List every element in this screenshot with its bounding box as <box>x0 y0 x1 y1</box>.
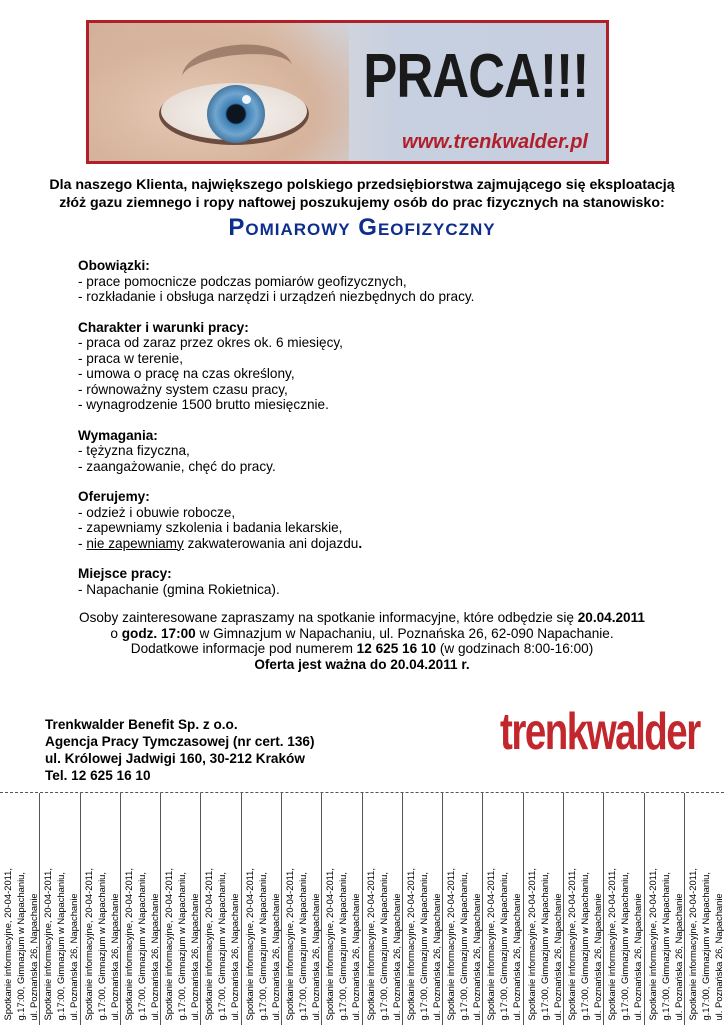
strip-line: g.17:00, Gimnazjum w Napachaniu, <box>538 872 550 1021</box>
strip-line: g.17:00, Gimnazjum w Napachaniu, <box>135 872 147 1021</box>
tear-off-strip[interactable] <box>403 793 443 1025</box>
strip-line: ul. Poznańska 26, Napachanie <box>309 893 321 1021</box>
meeting-info <box>0 610 724 672</box>
strip-line: Spotkanie informacyjne, 20-04-2011, <box>404 868 416 1021</box>
strip-text <box>202 868 241 1021</box>
info-text: o <box>110 625 122 641</box>
strip-line: ul. Poznańska 26, Napachanie <box>269 893 281 1021</box>
contact-company: Trenkwalder Benefit Sp. z o.o. <box>45 717 238 732</box>
strip-line: ul. Poznańska 26, Napachanie <box>471 893 483 1021</box>
tear-off-strip[interactable] <box>40 793 80 1025</box>
contact-block <box>45 716 314 784</box>
underlined-phrase: nie zapewniamy <box>86 535 184 551</box>
strip-line: g.17:00, Gimnazjum w Napachaniu, <box>296 872 308 1021</box>
strip-line: g.17:00, Gimnazjum w Napachaniu, <box>216 872 228 1021</box>
section-warunki <box>78 320 678 413</box>
strip-line: Spotkanie informacyjne, 20-04-2011, <box>646 868 658 1021</box>
strip-line: Spotkanie informacyjne, 20-04-2011, <box>606 868 618 1021</box>
list-item <box>78 536 678 552</box>
list-item: - tężyzna fizyczna, <box>78 443 190 458</box>
tear-off-strip[interactable] <box>242 793 282 1025</box>
list-item: - rozkładanie i obsługa narzędzi i urządzeń niezbędnych do pracy. <box>78 289 475 304</box>
strip-line: g.17:00, Gimnazjum w Napachaniu, <box>619 872 631 1021</box>
strip-line: g.17:00, Gimnazjum w Napachaniu, <box>15 872 26 1021</box>
info-text: Osoby zainteresowane zapraszamy na spotkanie informacyjne, które odbędzie się <box>79 610 578 625</box>
strip-line: Spotkanie informacyjne, 20-04-2011, <box>565 868 577 1021</box>
strip-text <box>484 868 523 1021</box>
strip-line: ul. Poznańska 26, Napachanie <box>712 893 724 1021</box>
list-item: - odzież i obuwie robocze, <box>78 504 236 520</box>
tear-off-strip[interactable] <box>604 793 644 1025</box>
strip-text <box>646 868 685 1021</box>
strip-line: Spotkanie informacyjne, 20-04-2011, <box>485 868 497 1021</box>
tear-off-strip[interactable] <box>282 793 322 1025</box>
info-text: (w godzinach 8:00-16:00) <box>436 641 594 656</box>
strip-line: ul. Poznańska 26, Napachanie <box>672 893 684 1021</box>
tear-off-strip[interactable] <box>564 793 604 1025</box>
section-obowiazki <box>78 258 678 305</box>
strip-text <box>565 868 604 1021</box>
strip-line: Spotkanie informacyjne, 20-04-2011, <box>283 868 295 1021</box>
strip-line: g.17:00, Gimnazjum w Napachaniu, <box>176 872 188 1021</box>
header-banner <box>86 20 609 164</box>
contact-address: ul. Królowej Jadwigi 160, 30-212 Kraków <box>45 751 305 766</box>
contact-phone: Tel. 12 625 16 10 <box>45 768 151 783</box>
tear-off-strip[interactable] <box>685 793 724 1025</box>
strip-line: Spotkanie informacyjne, 20-04-2011, <box>163 868 175 1021</box>
info-phone: 12 625 16 10 <box>356 641 437 656</box>
strip-line: Spotkanie informacyjne, 20-04-2011, <box>2 868 13 1021</box>
tear-off-strip[interactable] <box>443 793 483 1025</box>
strip-line: g.17:00, Gimnazjum w Napachaniu, <box>578 872 590 1021</box>
strip-line: g.17:00, Gimnazjum w Napachaniu, <box>699 872 711 1021</box>
section-heading: Wymagania: <box>78 427 158 443</box>
section-oferujemy <box>78 489 678 551</box>
strip-line: Spotkanie informacyjne, 20-04-2011, <box>203 868 215 1021</box>
tear-off-strip[interactable] <box>363 793 403 1025</box>
list-item: - umowa o pracę na czas określony, <box>78 366 295 381</box>
strip-line: ul. Poznańska 26, Napachanie <box>28 893 39 1021</box>
meeting-time: godz. 17:00 <box>121 625 196 641</box>
strip-line: Spotkanie informacyjne, 20-04-2011, <box>243 868 255 1021</box>
strip-line: g.17:00, Gimnazjum w Napachaniu, <box>55 872 67 1021</box>
tear-off-strips <box>0 792 724 1025</box>
strip-text <box>162 868 201 1021</box>
tear-off-strip[interactable] <box>322 793 362 1025</box>
strip-line: ul. Poznańska 26, Napachanie <box>108 893 120 1021</box>
contact-agency: Agencja Pracy Tymczasowej (nr cert. 136) <box>45 734 315 749</box>
strip-line: Spotkanie informacyjne, 20-04-2011, <box>324 868 336 1021</box>
eye-glint <box>242 95 251 104</box>
strip-line: Spotkanie informacyjne, 20-04-2011, <box>122 868 134 1021</box>
strip-line: g.17:00, Gimnazjum w Napachaniu, <box>377 872 389 1021</box>
tear-off-strip[interactable] <box>483 793 523 1025</box>
intro-text <box>0 176 724 212</box>
list-item: - prace pomocnicze podczas pomiarów geofizycznych, <box>78 273 407 289</box>
strip-line: g.17:00, Gimnazjum w Napachaniu, <box>498 872 510 1021</box>
section-miejsce <box>78 566 678 597</box>
tear-off-strip[interactable] <box>524 793 564 1025</box>
strip-text <box>122 868 161 1021</box>
strip-line: ul. Poznańska 26, Napachanie <box>68 893 80 1021</box>
strip-line: Spotkanie informacyjne, 20-04-2011, <box>42 868 54 1021</box>
strip-line: ul. Poznańska 26, Napachanie <box>189 893 201 1021</box>
banner-title: PRACA!!! <box>362 42 588 111</box>
strip-line: ul. Poznańska 26, Napachanie <box>430 893 442 1021</box>
banner-url[interactable]: www.trenkwalder.pl <box>402 131 588 153</box>
list-item: - wynagrodzenie 1500 brutto miesięcznie. <box>78 397 329 412</box>
section-heading: Oferujemy: <box>78 489 150 504</box>
info-text: Dodatkowe informacje pod numerem <box>130 641 357 656</box>
info-line-1 <box>0 610 724 626</box>
strip-line: ul. Poznańska 26, Napachanie <box>511 893 523 1021</box>
intro-line-2: złóż gazu ziemnego i ropy naftowej poszukujemy osób do prac fizycznych na stanowisko: <box>59 195 665 211</box>
strip-line: Spotkanie informacyjne, 20-04-2011, <box>364 868 376 1021</box>
strip-text <box>444 868 483 1021</box>
tear-off-strip[interactable] <box>645 793 685 1025</box>
section-heading: Miejsce pracy: <box>78 566 172 581</box>
strip-text <box>605 868 644 1021</box>
offer-sections <box>78 258 678 612</box>
strip-text <box>686 868 724 1021</box>
list-item-end: . <box>358 535 363 551</box>
strip-text <box>1 868 40 1021</box>
tear-off-strip[interactable] <box>0 793 40 1025</box>
strip-line: g.17:00, Gimnazjum w Napachaniu, <box>417 872 429 1021</box>
strip-line: ul. Poznańska 26, Napachanie <box>390 893 402 1021</box>
list-item: - Napachanie (gmina Rokietnica). <box>78 581 280 597</box>
intro-line-1: Dla naszego Klienta, największego polskiego przedsiębiorstwa zajmującego się eksploatacją <box>49 177 675 193</box>
list-item: - zaangażowanie, chęć do pracy. <box>78 458 276 474</box>
list-item-prefix: - <box>78 535 87 551</box>
info-text: w Gimnazjum w Napachaniu, ul. Poznańska 26, 62-090 Napachanie. <box>195 625 614 641</box>
strip-text <box>283 868 322 1021</box>
list-item: - praca od zaraz przez okres ok. 6 miesięcy, <box>78 335 343 350</box>
list-item-rest: zakwaterowania ani dojazdu <box>183 535 359 551</box>
strip-text <box>525 868 564 1021</box>
strip-line: ul. Poznańska 26, Napachanie <box>148 893 160 1021</box>
list-item: - zapewniamy szkolenia i badania lekarskie, <box>78 520 343 535</box>
list-item: - praca w terenie, <box>78 350 184 366</box>
tear-off-strip[interactable] <box>81 793 121 1025</box>
tear-off-strip[interactable] <box>201 793 241 1025</box>
tear-off-strip[interactable] <box>121 793 161 1025</box>
strip-line: Spotkanie informacyjne, 20-04-2011, <box>445 868 457 1021</box>
strip-line: g.17:00, Gimnazjum w Napachaniu, <box>95 872 107 1021</box>
strip-line: Spotkanie informacyjne, 20-04-2011, <box>525 868 537 1021</box>
strip-text <box>364 868 403 1021</box>
info-line-3 <box>0 641 724 657</box>
strip-line: g.17:00, Gimnazjum w Napachaniu, <box>659 872 671 1021</box>
list-item: - równoważny system czasu pracy, <box>78 381 288 397</box>
info-line-4 <box>0 657 724 673</box>
strip-line: Spotkanie informacyjne, 20-04-2011, <box>82 868 94 1021</box>
section-heading: Obowiązki: <box>78 258 150 273</box>
strip-line: ul. Poznańska 26, Napachanie <box>551 893 563 1021</box>
strip-line: g.17:00, Gimnazjum w Napachaniu, <box>256 872 268 1021</box>
info-line-2 <box>0 626 724 642</box>
meeting-date: 20.04.2011 <box>577 610 645 625</box>
iris-graphic <box>207 85 265 143</box>
offer-validity: Oferta jest ważna do 20.04.2011 r. <box>254 656 470 672</box>
job-title: Pomiarowy Geofizyczny <box>228 214 496 241</box>
strip-text <box>82 868 121 1021</box>
tear-off-strip[interactable] <box>161 793 201 1025</box>
strip-line: ul. Poznańska 26, Napachanie <box>229 893 241 1021</box>
strip-text <box>41 868 80 1021</box>
strip-text <box>243 868 282 1021</box>
strip-line: Spotkanie informacyjne, 20-04-2011, <box>686 868 698 1021</box>
strip-line: g.17:00, Gimnazjum w Napachaniu, <box>458 872 470 1021</box>
strip-line: ul. Poznańska 26, Napachanie <box>591 893 603 1021</box>
strip-line: ul. Poznańska 26, Napachanie <box>350 893 362 1021</box>
section-wymagania <box>78 428 678 475</box>
strip-line: ul. Poznańska 26, Napachanie <box>632 893 644 1021</box>
section-heading: Charakter i warunki pracy: <box>78 319 249 335</box>
company-logo: trenkwalder <box>500 703 700 761</box>
strip-text <box>323 868 362 1021</box>
strip-line: g.17:00, Gimnazjum w Napachaniu, <box>337 872 349 1021</box>
strip-text <box>404 868 443 1021</box>
